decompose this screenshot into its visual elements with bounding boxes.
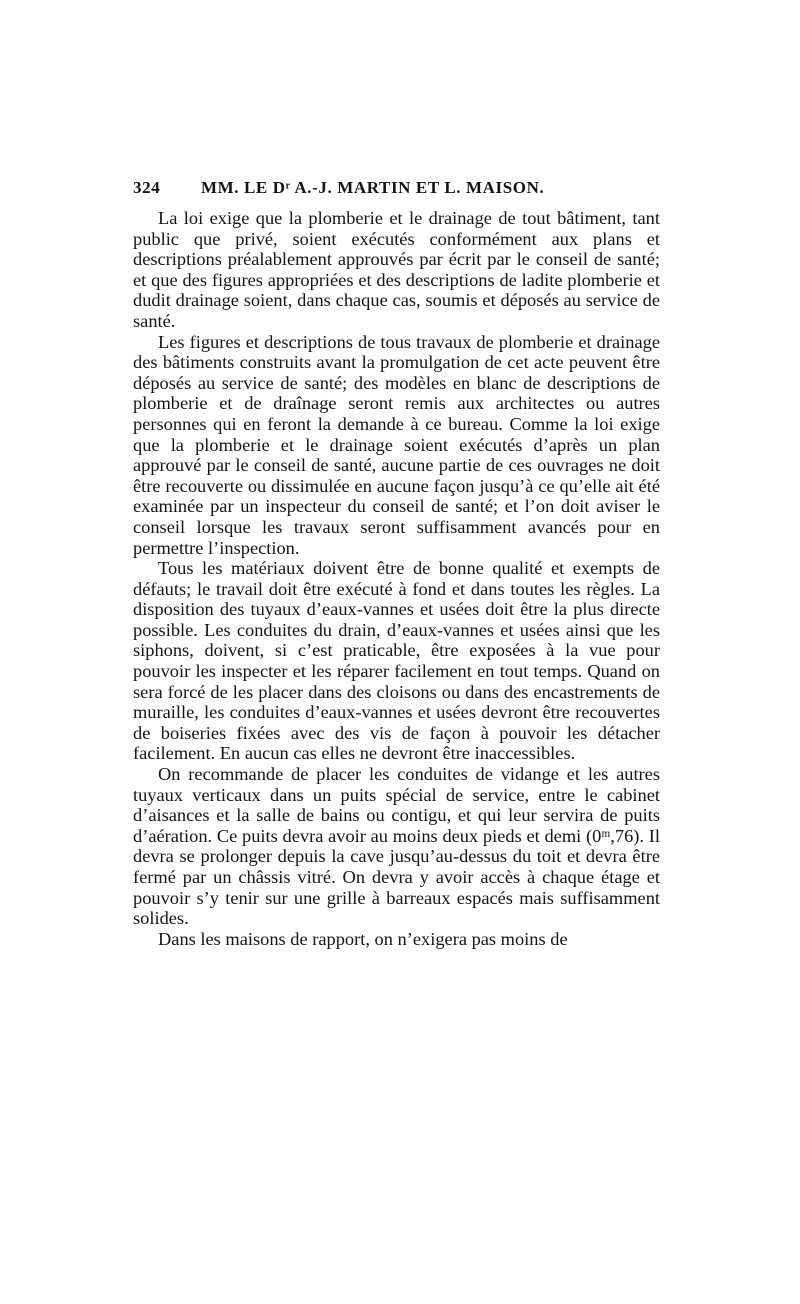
paragraph-service-shaft: On recommande de placer les conduites de vidange et les autres tuyaux verticaux dans un puits spécial de service, entre le cabinet d’aisances et la salle de bains ou contigu, et qui leur servira de puits d’aération. Ce puits devra avoir au moins deux pieds et demi (0ᵐ,76). Il devra se prolonger depuis la cave jusqu’au-dessus du toit et devra être fermé par un châssis vitré. On devra y avoir accès à chaque étage et pouvoir s’y tenir sur une grille à barreaux espacés mais suffisamment solides. — [133, 764, 660, 929]
paragraph-materials: Tous les matériaux doivent être de bonne qualité et exempts de défauts; le travail doit être exécuté à fond et dans toutes les règles. La disposition des tuyaux d’eaux-vannes et usées doit être la plus directe possible. Les conduites du drain, d’eaux-vannes et usées ainsi que les siphons, doivent, si c’est praticable, être exposées à la vue pour pouvoir les inspecter et les réparer facilement en tout temps. Quand on sera forcé de les placer dans des cloisons ou dans des encastrements de muraille, les conduites d’eaux-vannes et usées devront être recouvertes de boiseries fixées avec des vis de façon à pouvoir les détacher facilement. En aucun cas elles ne devront être inaccessibles. — [133, 558, 660, 764]
book-page — [133, 178, 660, 949]
body-text — [133, 208, 660, 949]
running-title: MM. LE Dʳ A.-J. MARTIN ET L. MAISON. — [201, 178, 545, 197]
paragraph-figures-descriptions: Les figures et descriptions de tous travaux de plomberie et drainage des bâtiments construits avant la promulgation de cet acte peuvent être déposés au service de santé; des modèles en blanc de descriptions de plomberie et de draînage seront remis aux architectes ou autres personnes qui en feront la demande à ce bureau. Comme la loi exige que la plomberie et le drainage soient exécutés d’après un plan approuvé par le conseil de santé, aucune partie de ces ouvrages ne doit être recouverte ou dissimulée en aucune façon jusqu’à ce qu’elle ait été examinée par un inspecteur du conseil de santé; et l’on doit aviser le conseil lorsque les travaux seront suffisamment avancés pour en permettre l’inspection. — [133, 331, 660, 558]
page-number: 324 — [133, 178, 161, 197]
running-head — [133, 178, 660, 202]
paragraph-plumbing-approval: La loi exige que la plomberie et le drainage de tout bâtiment, tant public que privé, soient exécutés conformément aux plans et descriptions préalablement approuvés par écrit par le conseil de santé; et que des figures appropriées et des descriptions de ladite plomberie et dudit drainage soient, dans chaque cas, soumis et déposés au service de santé. — [133, 208, 660, 331]
paragraph-rental-houses: Dans les maisons de rapport, on n’exigera pas moins de — [158, 928, 568, 949]
